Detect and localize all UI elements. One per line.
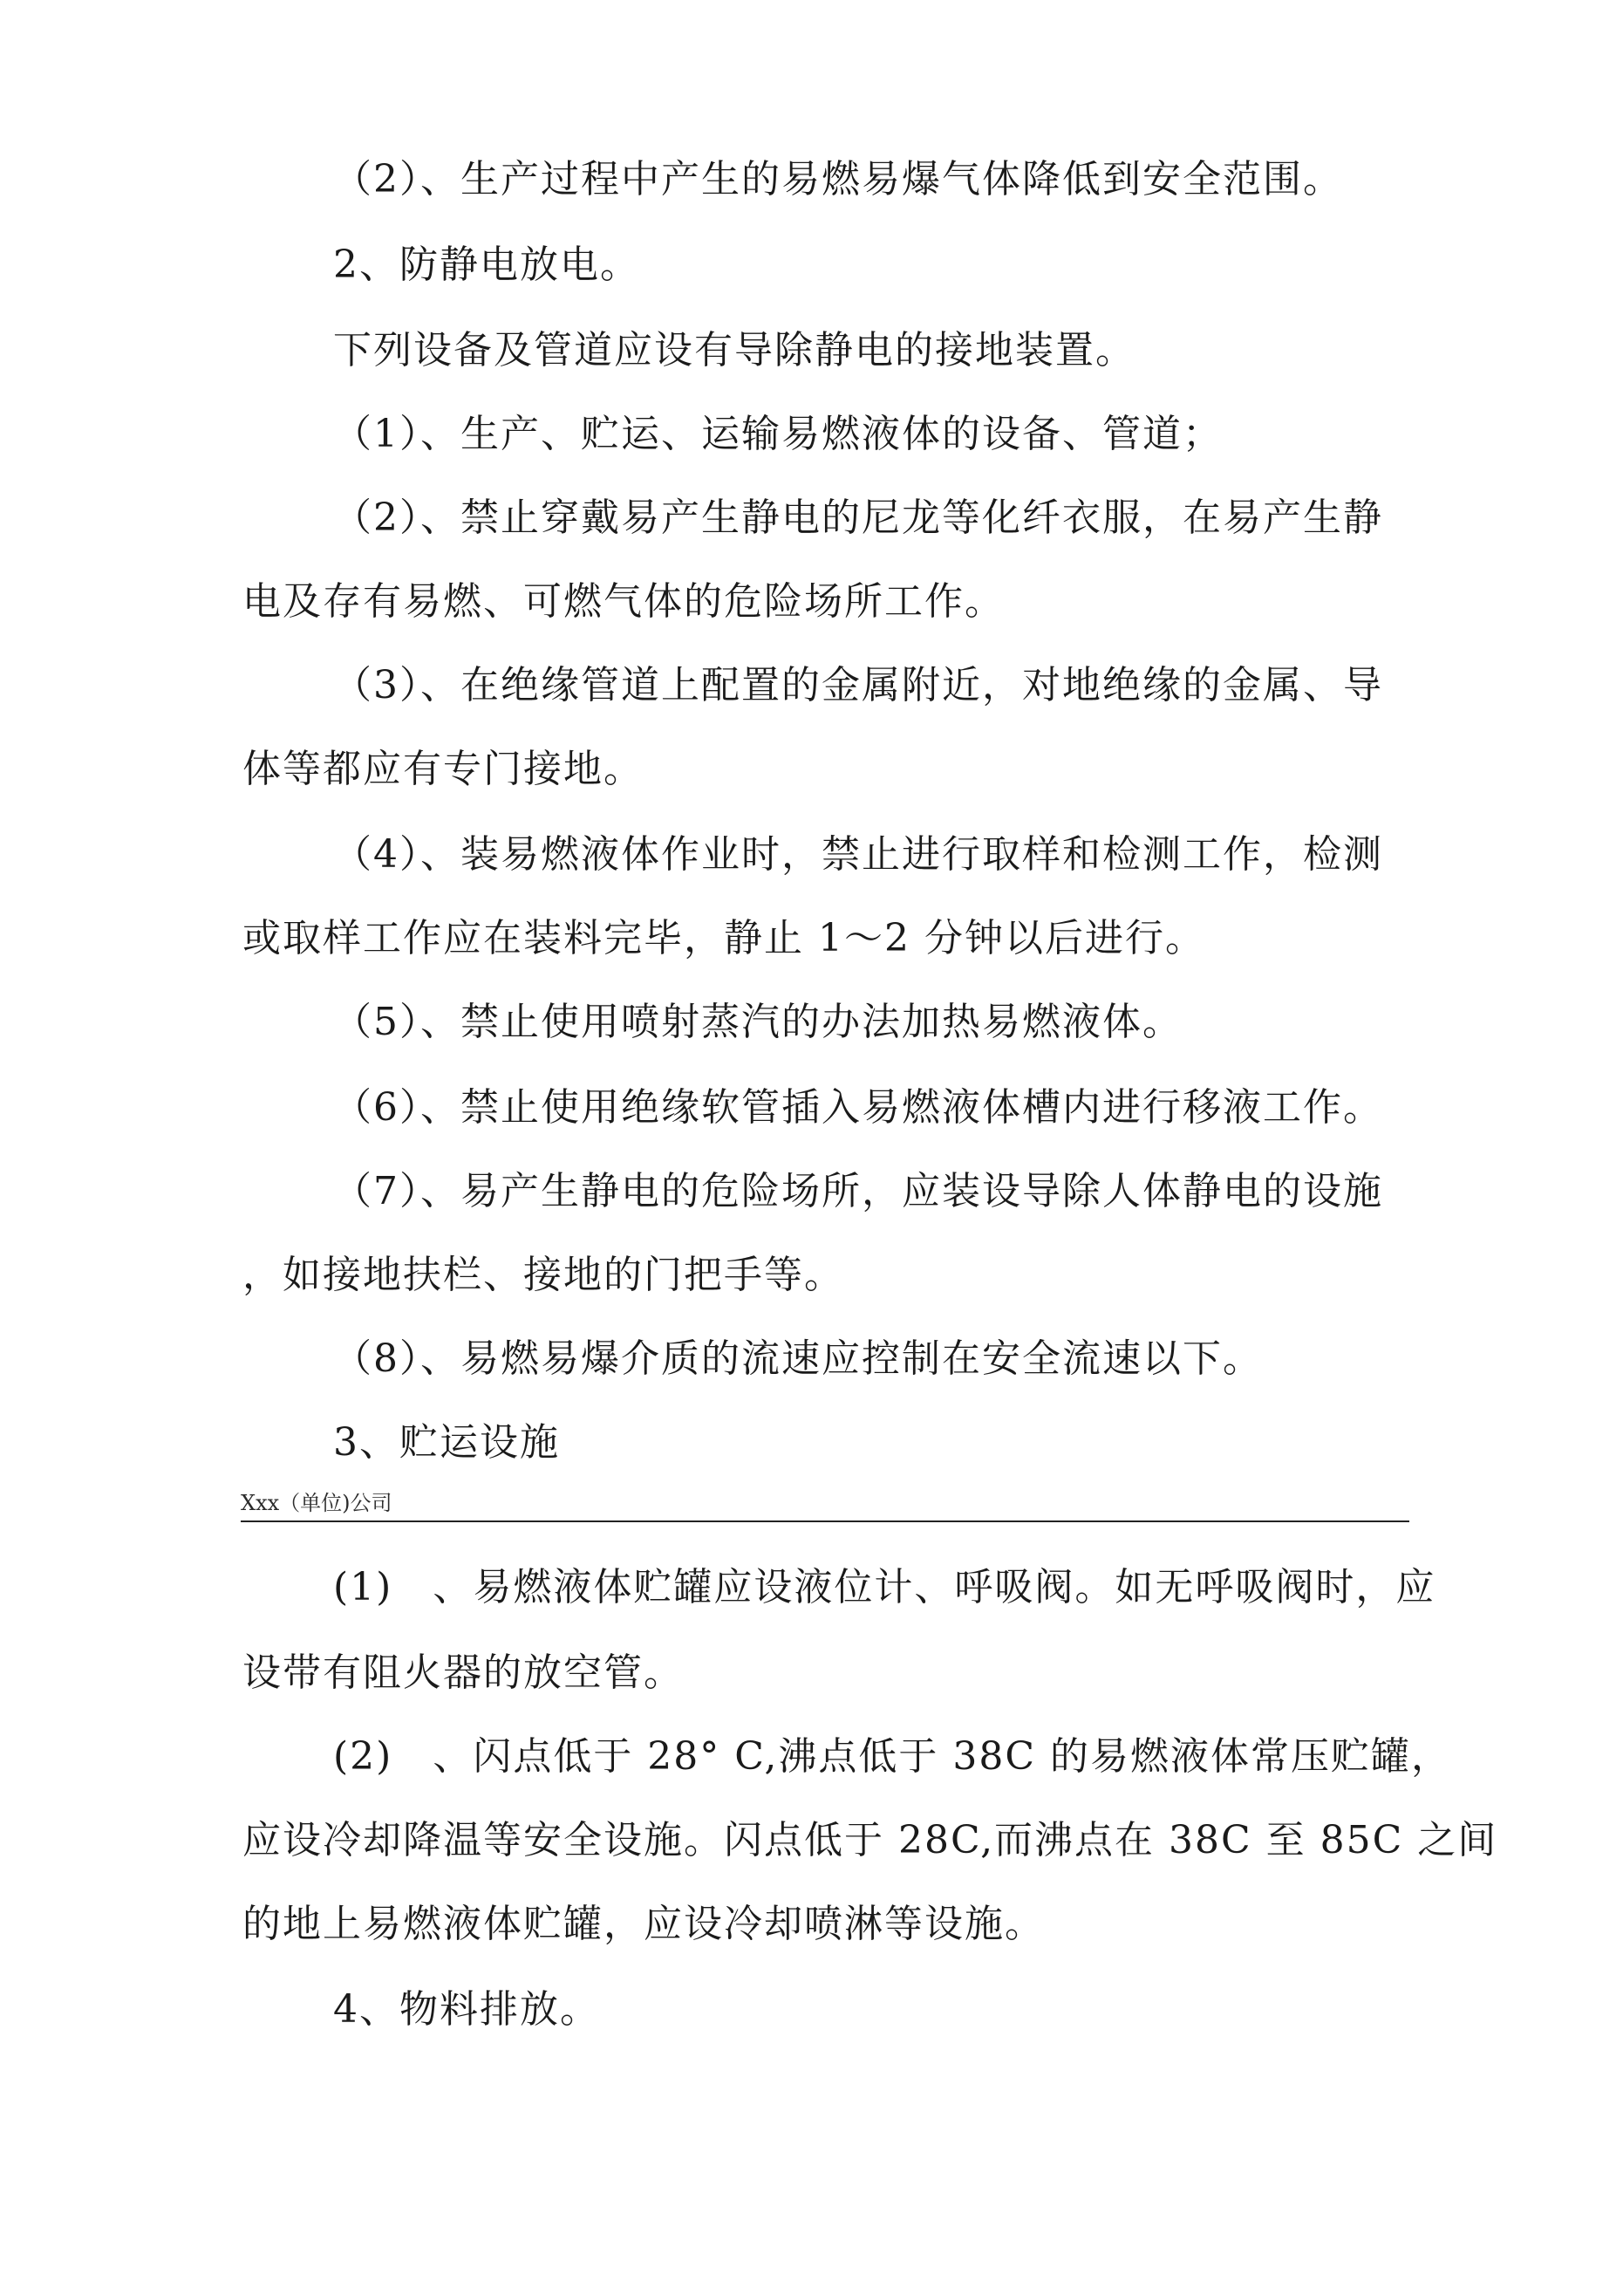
section-heading: 3、贮运设施 bbox=[333, 1420, 560, 1465]
list-item-continuation: 或取样工作应在装料完毕，静止 1〜2 分钟以后进行。 bbox=[242, 916, 1205, 960]
page-footer-company: Xxx（单位)公司 bbox=[241, 1491, 392, 1515]
list-item: （2）、禁止穿戴易产生静电的尼龙等化纤衣服，在易产生静 bbox=[333, 495, 1383, 540]
list-item-continuation: 电及存有易燃、可燃气体的危险场所工作。 bbox=[242, 579, 1005, 624]
list-item: （4）、装易燃液体作业时，禁止进行取样和检测工作，检测 bbox=[333, 832, 1383, 877]
list-item: （7）、易产生静电的危险场所，应装设导除人体静电的设施 bbox=[333, 1169, 1383, 1213]
paragraph: （2）、生产过程中产生的易燃易爆气体降低到安全范围。 bbox=[333, 157, 1343, 202]
list-item: （8）、易燃易爆介质的流速应控制在安全流速以下。 bbox=[333, 1336, 1263, 1381]
list-item-continuation: 体等都应有专门接地。 bbox=[242, 747, 644, 791]
list-item-continuation: 的地上易燃液体贮罐，应设冷却喷淋等设施。 bbox=[242, 1902, 1045, 1946]
list-item: (2) 、闪点低于 28° C,沸点低于 38C 的易燃液体常压贮罐， bbox=[333, 1734, 1451, 1779]
list-item: （5）、禁止使用喷射蒸汽的办法加热易燃液体。 bbox=[333, 1000, 1183, 1044]
list-item: （3）、在绝缘管道上配置的金属附近，对地绝缘的金属、导 bbox=[333, 663, 1383, 707]
list-item: （6）、禁止使用绝缘软管插入易燃液体槽内进行移液工作。 bbox=[333, 1085, 1383, 1130]
section-heading: 2、防静电放电。 bbox=[333, 243, 640, 287]
list-item: （1）、生产、贮运、运输易燃液体的设备、管道； bbox=[333, 412, 1223, 456]
list-item-continuation: 设带有阻火器的放空管。 bbox=[242, 1650, 684, 1695]
list-item-continuation: ，如接地扶栏、接地的门把手等。 bbox=[242, 1253, 844, 1297]
list-item-continuation: 应设冷却降温等安全设施。闪点低于 28C,而沸点在 38C 至 85C 之间 bbox=[242, 1818, 1498, 1862]
section-heading: 4、物料排放。 bbox=[333, 1987, 600, 2032]
footer-divider bbox=[241, 1520, 1409, 1522]
list-item: (1) 、易燃液体贮罐应设液位计、呼吸阀。如无呼吸阀时，应 bbox=[333, 1565, 1436, 1609]
paragraph: 下列设备及管道应设有导除静电的接地装置。 bbox=[333, 328, 1135, 372]
